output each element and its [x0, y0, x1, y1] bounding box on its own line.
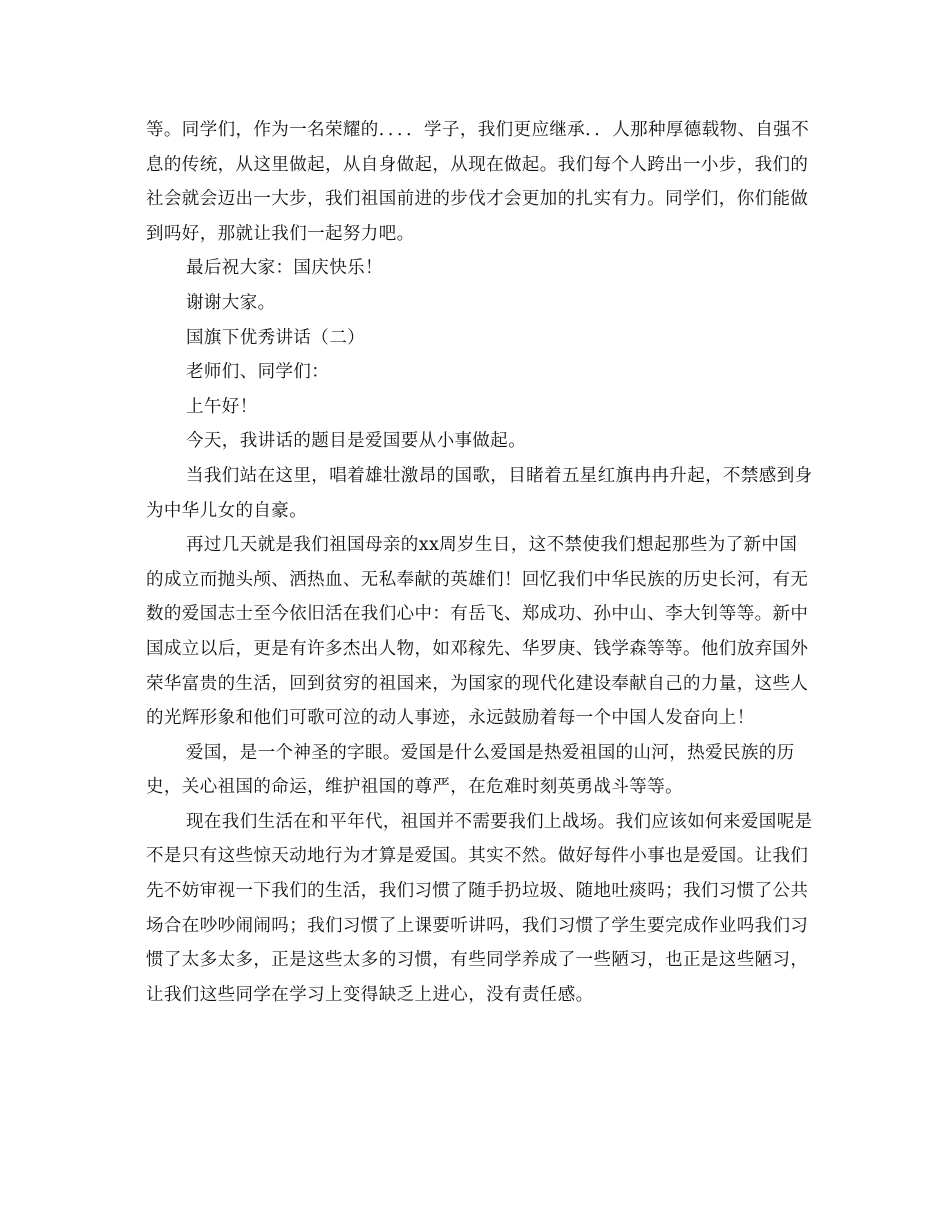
- salutation: 老师们、同学们：: [186, 362, 330, 383]
- paragraph-8: 当我们站在这里，唱着雄壮激昂的国歌，目睹着五星红旗冉冉升起，不禁感到身为中华儿女的自豪。: [146, 465, 813, 521]
- section-heading: 国旗下优秀讲话（二）: [186, 327, 365, 348]
- document-body: [146, 113, 814, 1012]
- greeting: 上午好！: [186, 396, 258, 417]
- paragraph-10: 爱国，是一个神圣的字眼。爱国是什么爱国是热爱祖国的山河，热爱民族的历史，关心祖国的命运，维护祖国的尊严，在危难时刻英勇战斗等等。: [146, 742, 795, 798]
- paragraph-topic: 今天，我讲话的题目是爱国要从小事做起。: [186, 431, 527, 452]
- paragraph-3: 谢谢大家。: [186, 292, 276, 313]
- paragraph-2: 最后祝大家：国庆快乐！: [186, 258, 383, 279]
- paragraph-11: 现在我们生活在和平年代，祖国并不需要我们上战场。我们应该如何来爱国呢是不是只有这些惊天动地行为才算是爱国。其实不然。做好每件小事也是爱国。让我们先不妨审视一下我们的生活，我们习惯了随手扔垃圾、随地吐痰吗；我们习惯了公共场合在吵吵闹闹吗；我们习惯了上课要听讲吗，我们习惯了学生要完成作业吗我们习惯了太多太多，正是这些太多的习惯，有些同学养成了一些陋习，也正是这些陋习，让我们这些同学在学习上变得缺乏上进心，没有责任感。: [146, 811, 813, 1005]
- paragraph-9: 再过几天就是我们祖国母亲的xx周岁生日，这不禁使我们想起那些为了新中国的成立而抛头颅、洒热血、无私奉献的英雄们！回忆我们中华民族的历史长河，有无数的爱国志士至今依旧活在我们心中：有岳飞、郑成功、孙中山、李大钊等等。新中国成立以后，更是有许多杰出人物，如邓稼先、华罗庚、钱学森等等。他们放弃国外荣华富贵的生活，回到贫穷的祖国来，为国家的现代化建设奉献自己的力量，这些人的光辉形象和他们可歌可泣的动人事迹，永远鼓励着每一个中国人发奋向上！: [146, 535, 809, 729]
- paragraph-1: 等。同学们，作为一名荣耀的．．．．学子，我们更应继承．．人那种厚德载物、自强不息的传统，从这里做起，从自身做起，从现在做起。我们每个人跨出一小步，我们的社会就会迈出一大步，我们祖国前进的步伐才会更加的扎实有力。同学们，你们能做到吗好，那就让我们一起努力吧。: [146, 120, 810, 244]
